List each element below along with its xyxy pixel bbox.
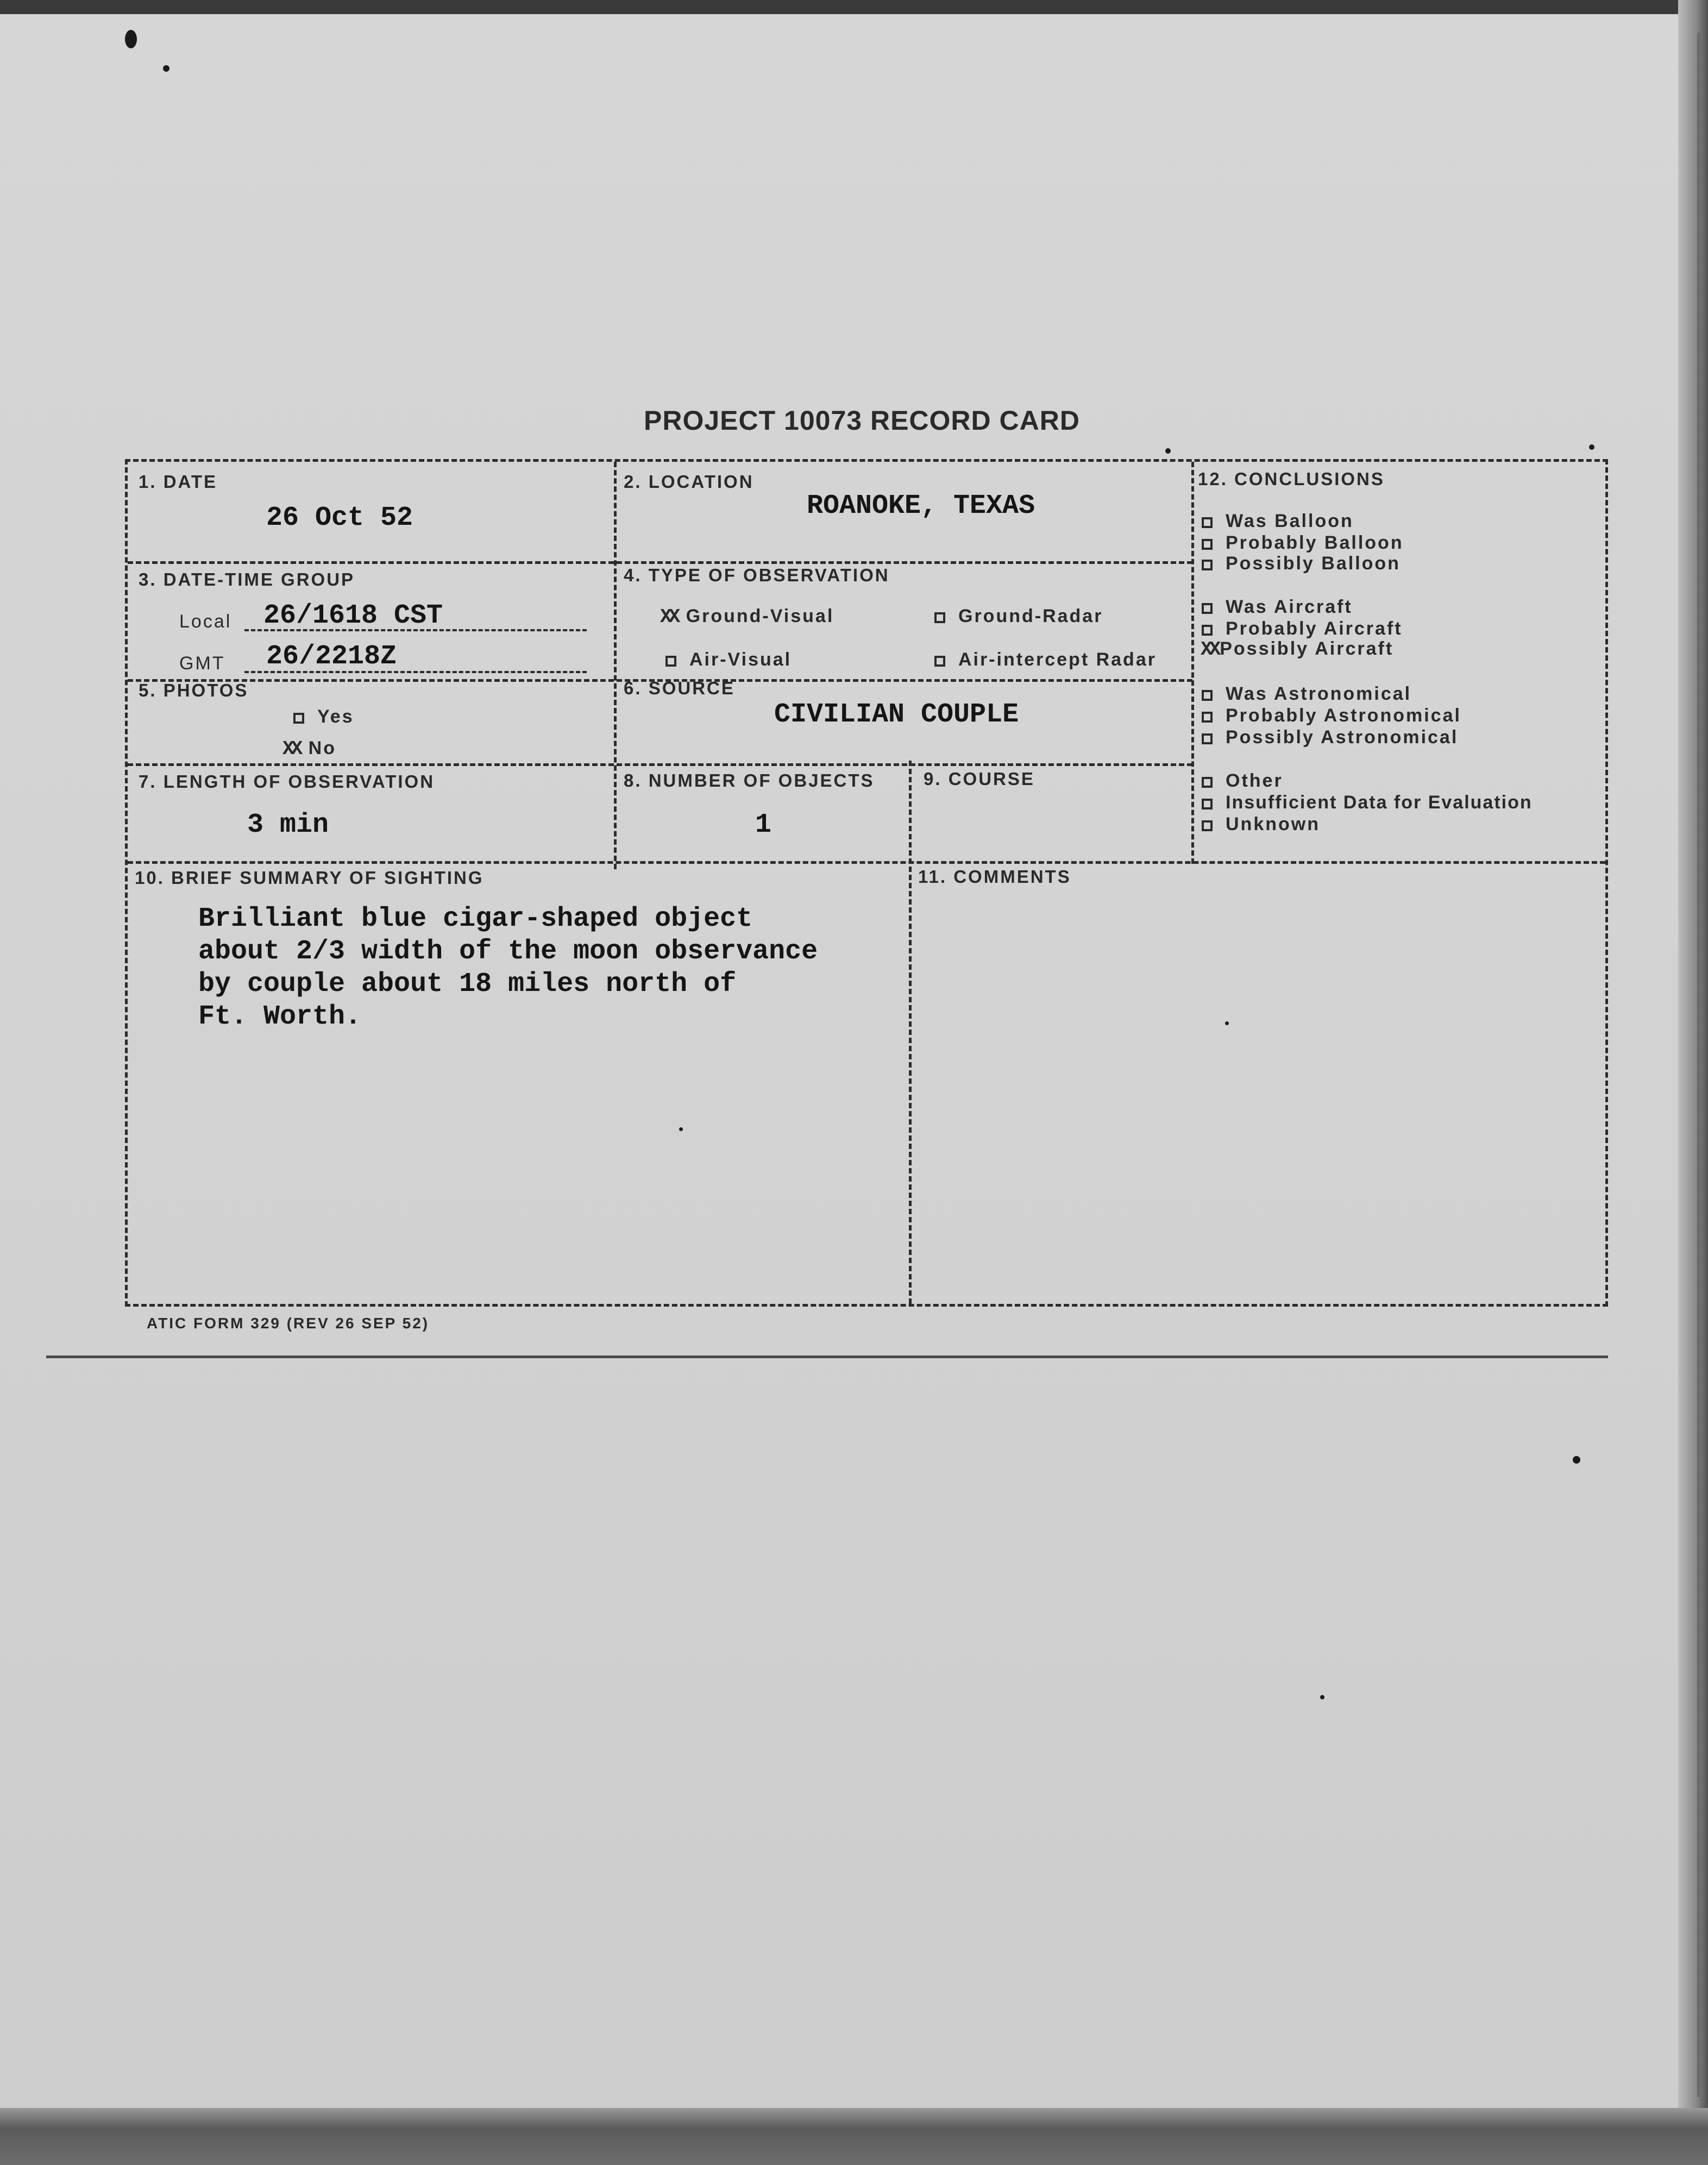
divider-row-3 <box>128 763 1192 766</box>
scan-speck <box>1573 1456 1580 1464</box>
conclusion-item: Possibly Balloon <box>1202 553 1401 574</box>
location-label: 2. LOCATION <box>624 472 754 492</box>
conclusion-item: Insufficient Data for Evaluation <box>1202 792 1533 813</box>
divider-col-2 <box>909 761 912 1304</box>
checkbox-empty-icon <box>1202 690 1213 701</box>
conclusion-item: Was Aircraft <box>1202 597 1353 618</box>
course-label: 9. COURSE <box>924 769 1035 789</box>
conclusion-item: Other <box>1202 770 1283 792</box>
type-air-intercept-label: Air-intercept Radar <box>958 649 1157 670</box>
dtg-gmt-value: 26/2218Z <box>266 641 397 672</box>
checkbox-empty-icon <box>1202 712 1213 723</box>
date-label: 1. DATE <box>139 472 218 492</box>
scan-speck <box>1589 444 1594 450</box>
scan-speck <box>679 1127 683 1131</box>
conclusion-item: Unknown <box>1202 814 1320 835</box>
photos-no <box>282 738 336 760</box>
scan-speck <box>1225 1021 1229 1025</box>
type-ground-visual <box>660 606 834 628</box>
conclusion-item: Probably Astronomical <box>1202 705 1461 726</box>
checkbox-empty-icon <box>293 713 304 724</box>
source-value: CIVILIAN COUPLE <box>774 699 1019 730</box>
num-objects-value: 1 <box>755 809 772 840</box>
dtg-local-underline <box>244 629 587 631</box>
type-label: 4. TYPE OF OBSERVATION <box>624 565 890 585</box>
checkbox-empty-icon <box>1202 733 1213 744</box>
location-value: ROANOKE, TEXAS <box>807 491 1035 522</box>
photos-label: 5. PHOTOS <box>139 680 249 700</box>
dtg-local-value: 26/1618 CST <box>263 600 443 631</box>
type-ground-radar-label: Ground-Radar <box>958 606 1103 626</box>
dtg-label: 3. DATE-TIME GROUP <box>139 569 355 589</box>
photos-yes <box>293 706 354 727</box>
form-number: ATIC FORM 329 (REV 26 SEP 52) <box>147 1315 430 1332</box>
checkmark-xx-icon: XX <box>660 606 677 628</box>
conclusions-label: 12. CONCLUSIONS <box>1198 469 1385 489</box>
conclusion-item: Probably Aircraft <box>1202 618 1403 639</box>
type-ground-visual-label: Ground-Visual <box>686 606 834 626</box>
checkbox-empty-icon <box>665 656 676 667</box>
divider-col-3 <box>1191 462 1194 864</box>
checkbox-empty-icon <box>934 656 945 667</box>
page-fold-line <box>1697 33 1700 2097</box>
page-bottom-edge <box>0 2108 1708 2165</box>
type-air-visual-label: Air-Visual <box>689 649 792 670</box>
page-right-edge <box>1678 0 1708 2165</box>
checkbox-empty-icon <box>1202 560 1213 570</box>
type-air-intercept <box>934 649 1157 670</box>
type-ground-radar <box>934 606 1103 627</box>
checkbox-empty-icon <box>1202 799 1213 809</box>
checkmark-xx-icon: XX <box>282 738 300 760</box>
dtg-local-label: Local <box>179 611 232 632</box>
checkbox-empty-icon <box>1202 777 1213 788</box>
checkbox-empty-icon <box>1202 820 1213 831</box>
source-label: 6. SOURCE <box>624 678 735 698</box>
summary-text: Brilliant blue cigar-shaped object about 2/3 width of the moon observance by couple about 18 miles north of Ft. Worth. <box>198 903 818 1032</box>
card-title: PROJECT 10073 RECORD CARD <box>644 405 1080 436</box>
checkmark-xx-icon: XX <box>1201 638 1218 661</box>
scan-speck <box>1165 448 1171 454</box>
divider-row-4 <box>128 861 1605 864</box>
divider-col-1 <box>614 462 617 869</box>
checkbox-empty-icon <box>1202 603 1213 614</box>
date-value: 26 Oct 52 <box>266 503 413 534</box>
photos-no-label: No <box>308 738 336 758</box>
dtg-gmt-underline <box>244 671 587 673</box>
length-label: 7. LENGTH OF OBSERVATION <box>139 771 435 792</box>
dtg-gmt-label: GMT <box>179 653 225 674</box>
divider-row-1 <box>128 561 1192 564</box>
checkbox-empty-icon <box>1202 539 1213 550</box>
conclusion-item: Possibly Astronomical <box>1202 727 1458 748</box>
scan-speck <box>163 65 169 72</box>
photos-yes-label: Yes <box>317 706 354 727</box>
checkbox-empty-icon <box>1202 625 1213 636</box>
comments-label: 11. COMMENTS <box>918 867 1071 887</box>
card-bottom-rule <box>46 1356 1608 1358</box>
checkbox-empty-icon <box>934 612 945 623</box>
scan-speck <box>125 30 137 48</box>
summary-label: 10. BRIEF SUMMARY OF SIGHTING <box>135 868 484 888</box>
length-value: 3 min <box>247 809 329 840</box>
page-top-edge <box>0 0 1708 14</box>
conclusion-item: Probably Balloon <box>1202 532 1404 554</box>
type-air-visual <box>665 649 792 670</box>
scan-speck <box>1320 1695 1324 1699</box>
conclusion-item-checked: XX Possibly Aircraft <box>1201 638 1394 661</box>
checkbox-empty-icon <box>1202 517 1213 528</box>
conclusion-item: Was Balloon <box>1202 511 1354 532</box>
conclusion-item: Was Astronomical <box>1202 683 1411 705</box>
num-objects-label: 8. NUMBER OF OBJECTS <box>624 770 875 790</box>
